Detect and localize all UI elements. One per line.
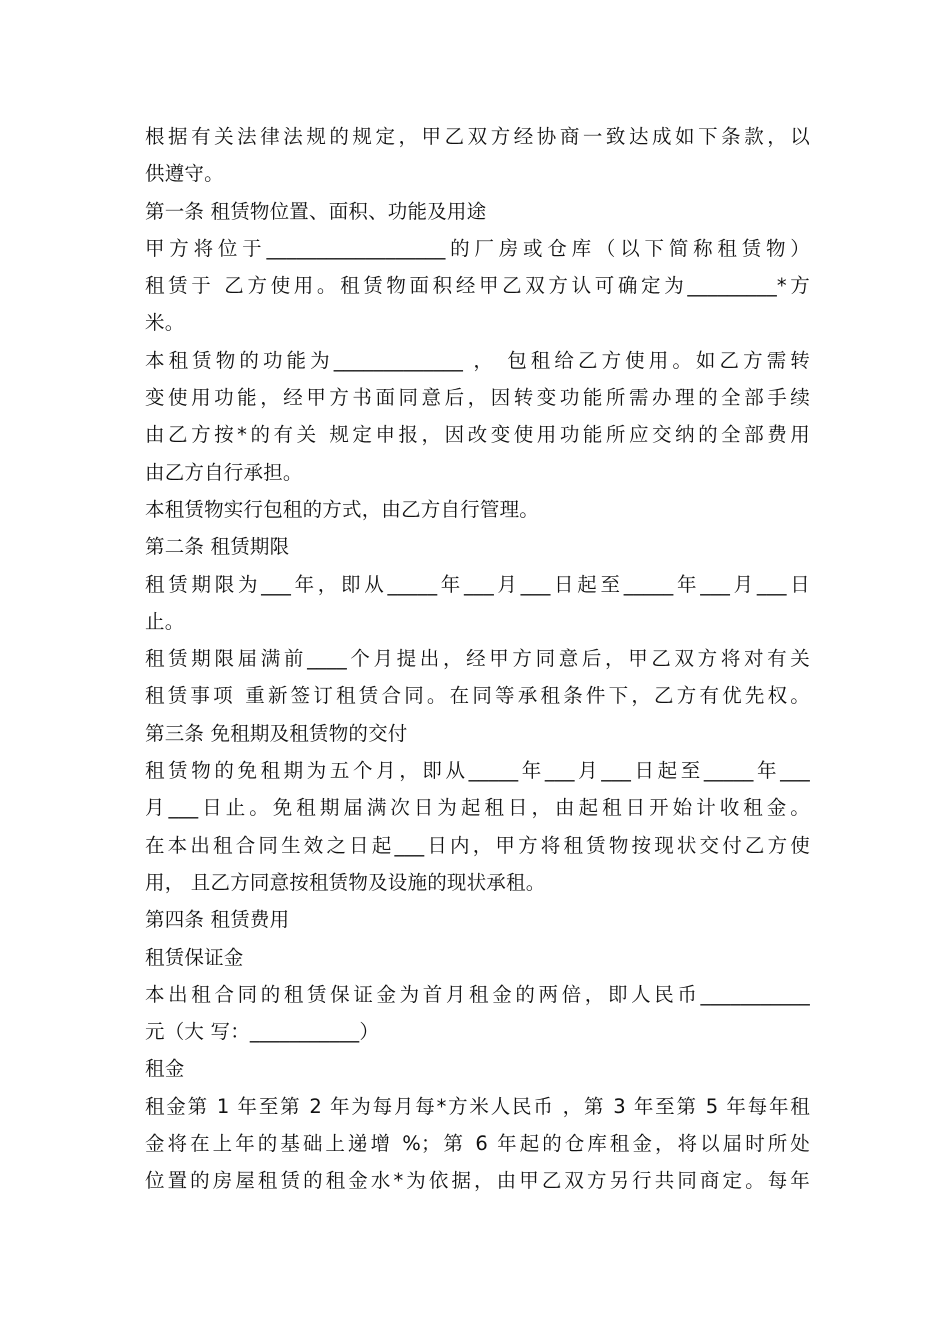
paragraph-line: 金将在上年的基础上递增 %；第 6 年起的仓库租金，将以届时所处 bbox=[145, 1132, 810, 1156]
paragraph-line: 止。 bbox=[145, 609, 185, 633]
paragraph-line: 本出租合同的租赁保证金为首月租金的两倍，即人民币___________ bbox=[145, 982, 810, 1006]
paragraph-line: 用， 且乙方同意按租赁物及设施的现状承租。 bbox=[145, 870, 546, 894]
paragraph-line: 租赁期限为___年，即从_____年___月___日起至_____年___月___日 bbox=[145, 572, 810, 596]
paragraph-line: 租赁物的免租期为五个月，即从_____年___月___日起至_____年___ bbox=[145, 759, 810, 783]
subheading: 租金 bbox=[145, 1057, 185, 1081]
paragraph-line: 米。 bbox=[145, 311, 185, 335]
paragraph-line: 供遵守。 bbox=[145, 162, 224, 186]
section-heading: 第三条 免租期及租赁物的交付 bbox=[145, 721, 408, 745]
paragraph-line: 由乙方按*的有关 规定申报，因改变使用功能所应交纳的全部费用 bbox=[145, 423, 810, 447]
paragraph-line: 月___日止。免租期届满次日为起租日，由起租日开始计收租金。 bbox=[145, 796, 810, 820]
paragraph-line: 甲方将位于__________________的厂房或仓库（以下简称租赁物） bbox=[145, 236, 810, 260]
paragraph-line: 由乙方自行承担。 bbox=[145, 460, 303, 484]
paragraph-line: 变使用功能，经甲方书面同意后，因转变功能所需办理的全部手续 bbox=[145, 386, 810, 410]
paragraph-line: 租赁事项 重新签订租赁合同。在同等承租条件下，乙方有优先权。 bbox=[145, 684, 810, 708]
subheading: 租赁保证金 bbox=[145, 945, 244, 969]
paragraph-line: 本租赁物实行包租的方式，由乙方自行管理。 bbox=[145, 497, 540, 521]
paragraph-line: 位置的房屋租赁的租金水*为依据，由甲乙双方另行共同商定。每年 bbox=[145, 1169, 810, 1193]
section-heading: 第二条 租赁期限 bbox=[145, 535, 290, 559]
paragraph-line: 元（大 写：___________） bbox=[145, 1020, 380, 1044]
paragraph-line: 租赁期限届满前____个月提出，经甲方同意后，甲乙双方将对有关 bbox=[145, 647, 810, 671]
document-body bbox=[145, 118, 810, 1200]
paragraph-line: 租赁于 乙方使用。租赁物面积经甲乙双方认可确定为_________*方 bbox=[145, 274, 810, 298]
paragraph-line: 在本出租合同生效之日起___日内，甲方将租赁物按现状交付乙方使 bbox=[145, 833, 810, 857]
section-heading: 第四条 租赁费用 bbox=[145, 908, 290, 932]
section-heading: 第一条 租赁物位置、面积、功能及用途 bbox=[145, 199, 487, 223]
paragraph-line: 根据有关法律法规的规定，甲乙双方经协商一致达成如下条款，以 bbox=[145, 125, 810, 148]
paragraph-line: 租金第 1 年至第 2 年为每月每*方米人民币 ，第 3 年至第 5 年每年租 bbox=[145, 1094, 810, 1118]
paragraph-line: 本租赁物的功能为_____________ ， 包租给乙方使用。如乙方需转 bbox=[145, 348, 810, 372]
